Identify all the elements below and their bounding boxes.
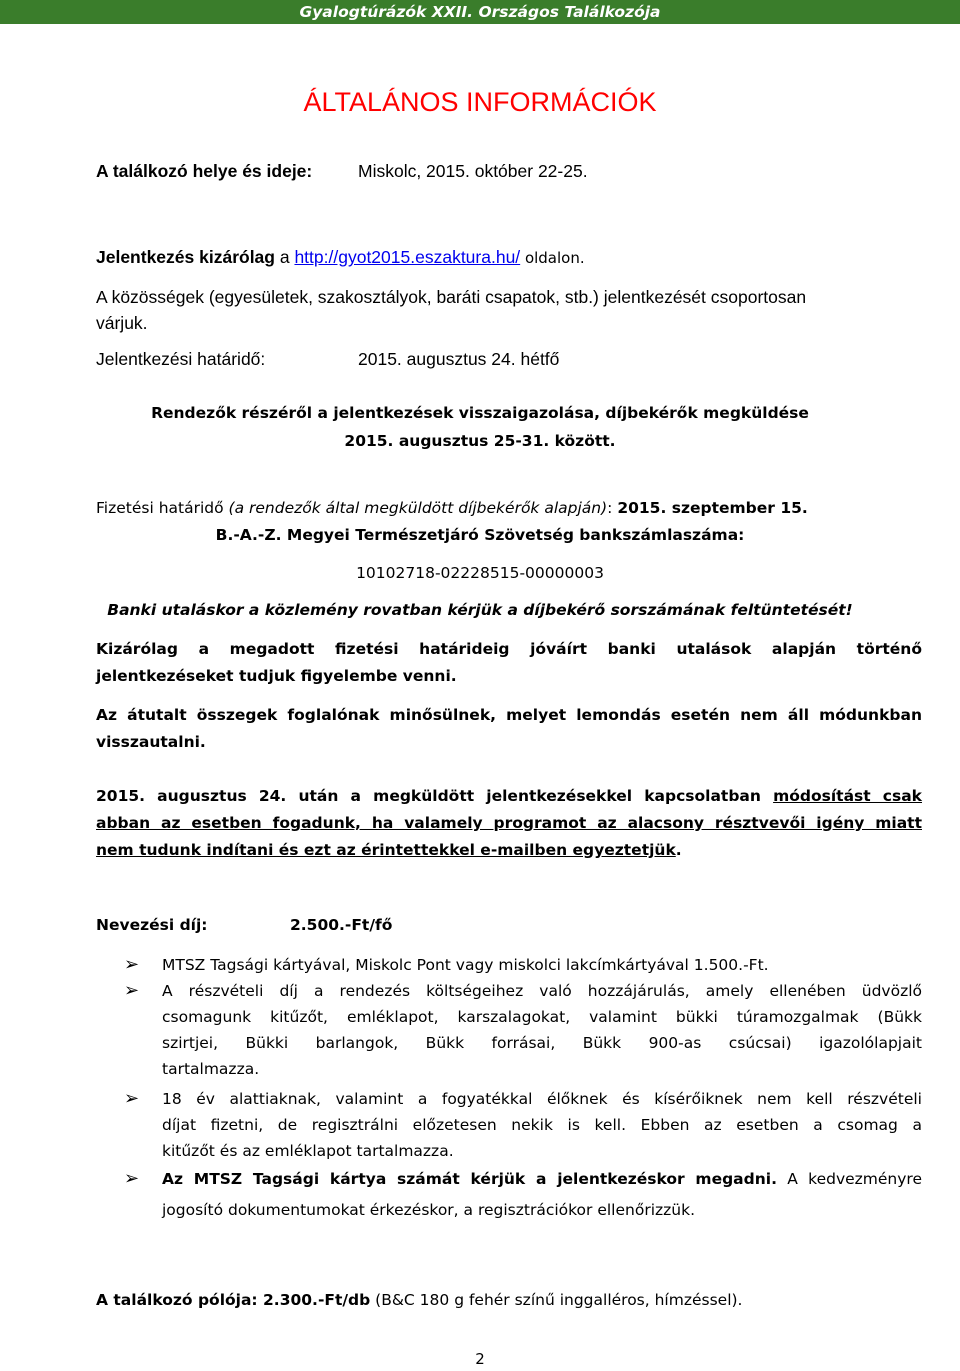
- modification-underlined-3: nem tudunk indítani és ezt az érintettekkel e-mailben egyeztetjük: [96, 841, 676, 859]
- bank-prefix: B.-A.-Z.: [215, 526, 282, 544]
- bank-text: Megyei Természetjáró Szövetség bankszámlaszáma:: [281, 526, 745, 544]
- only-line1: Kizárólag a megadott fizetési határideig jóváírt banki utalások alapján történő: [96, 640, 922, 658]
- bullet-4-line-2: jogosító dokumentumokat érkezéskor, a regisztrációkor ellenőrizzük.: [162, 1201, 696, 1219]
- modification-line3: [96, 837, 922, 863]
- registration-link[interactable]: http://gyot2015.eszaktura.hu/: [294, 247, 521, 267]
- bullet-1-line-1: MTSZ Tagsági kártyával, Miskolc Pont vagy miskolci lakcímkártyával 1.500.-Ft.: [162, 956, 769, 974]
- bullet-4-bold: Az MTSZ Tagsági kártya számát kérjük a jelentkezéskor megadni.: [162, 1170, 777, 1188]
- registration-suffix: oldalon.: [520, 249, 585, 267]
- modification-line1: [96, 783, 922, 809]
- modification-line2: abban az esetben fogadunk, ha valamely programot az alacsony résztvevői igény miatt: [96, 814, 922, 832]
- bank-line: [0, 522, 960, 548]
- registration-line: [96, 244, 585, 271]
- arrow-bullet-icon: ➢: [124, 1088, 140, 1109]
- bullet-2-line-1: A részvételi díj a rendezés költségeihez való hozzájárulás, amely ellenében üdvözlő: [162, 982, 922, 1000]
- bullet-3-line-1: 18 év alattiaknak, valamint a fogyatékkal élőknek és kísérőiknek nem kell részvételi: [162, 1090, 922, 1108]
- arrow-bullet-icon: ➢: [124, 954, 140, 975]
- bullet-3-line-3: kitűzőt és az emléklapot tartalmazza.: [162, 1142, 454, 1160]
- bullet-2-line-3: szirtjei, Bükki barlangok, Bükk forrásai, Bükk 900-as csúcsai) igazolólapjait: [162, 1034, 922, 1052]
- deposit-line1: Az átutalt összegek foglalónak minősülnek, melyet lemondás esetén nem áll módunkban: [96, 706, 922, 724]
- bullet-2-line-2: csomagunk kitűzőt, emléklapot, karszalagokat, valamint bükki túramozgalmak (Bükk: [162, 1008, 922, 1026]
- deadline-label: Jelentkezési határidő:: [96, 349, 266, 369]
- group-registration-line1: A közösségek (egyesületek, szakosztályok, baráti csapatok, stb.) jelentkezését csoportosan: [96, 287, 807, 307]
- deposit-line2: visszautalni.: [96, 733, 206, 751]
- bullet-4-rest: A kedvezményre: [776, 1170, 922, 1188]
- payment-paren: (a rendezők által megküldött díjbekérők alapján): [228, 499, 608, 517]
- confirmation-line2: 2015. augusztus 25-31. között.: [344, 432, 616, 450]
- group-registration-line2: várjuk.: [96, 313, 148, 333]
- page-header: [0, 0, 960, 24]
- transfer-note: Banki utaláskor a közlemény rovatban kérjük a díjbekérő sorszámának feltüntetését!: [107, 601, 853, 619]
- bank-account: 10102718-02228515-00000003: [356, 564, 604, 582]
- modification-underlined-1: módosítást csak: [773, 787, 922, 805]
- arrow-bullet-icon: ➢: [124, 980, 140, 1001]
- shirt-rest: (B&C 180 g fehér színű inggalléros, hímzéssel).: [370, 1291, 743, 1309]
- fee-label: Nevezési díj:: [96, 916, 208, 934]
- payment-date: 2015. szeptember 15.: [617, 499, 808, 517]
- bullet-3-line-2: díjat fizetni, de regisztrálni előzetesen nekik is kell. Ebben az esetben a csomag a: [162, 1116, 922, 1134]
- confirmation-line1: Rendezők részéről a jelentkezések visszaigazolása, díjbekérők megküldése: [151, 404, 809, 422]
- shirt-line: [96, 1287, 742, 1313]
- modification-end: .: [675, 841, 682, 859]
- only-line2: jelentkezéseket tudjuk figyelembe venni.: [96, 667, 457, 685]
- payment-colon: :: [607, 499, 613, 517]
- payment-label: Fizetési határidő: [96, 499, 224, 517]
- deadline-value: 2015. augusztus 24. hétfő: [358, 349, 560, 369]
- fee-value: 2.500.-Ft/fő: [290, 916, 393, 934]
- arrow-bullet-icon: ➢: [124, 1168, 140, 1189]
- modification-rest: után a megküldött jelentkezésekkel kapcsolatban: [286, 787, 774, 805]
- page-title: ÁLTALÁNOS INFORMÁCIÓK: [303, 87, 657, 117]
- venue-value: Miskolc, 2015. október 22-25.: [358, 161, 588, 181]
- registration-a: a: [274, 247, 295, 267]
- header-title: Gyalogtúrázók XXII. Országos Találkozója: [299, 3, 661, 21]
- registration-prefix: Jelentkezés kizárólag: [96, 247, 275, 267]
- modification-date: 2015. augusztus 24.: [96, 787, 287, 805]
- venue-label: A találkozó helye és ideje:: [96, 161, 313, 181]
- bullet-2-line-4: tartalmazza.: [162, 1060, 260, 1078]
- page-number: 2: [475, 1350, 485, 1368]
- bullet-4-line-1: [162, 1166, 922, 1192]
- shirt-bold: A találkozó pólója: 2.300.-Ft/db: [96, 1291, 371, 1309]
- payment-deadline-line: [96, 495, 808, 521]
